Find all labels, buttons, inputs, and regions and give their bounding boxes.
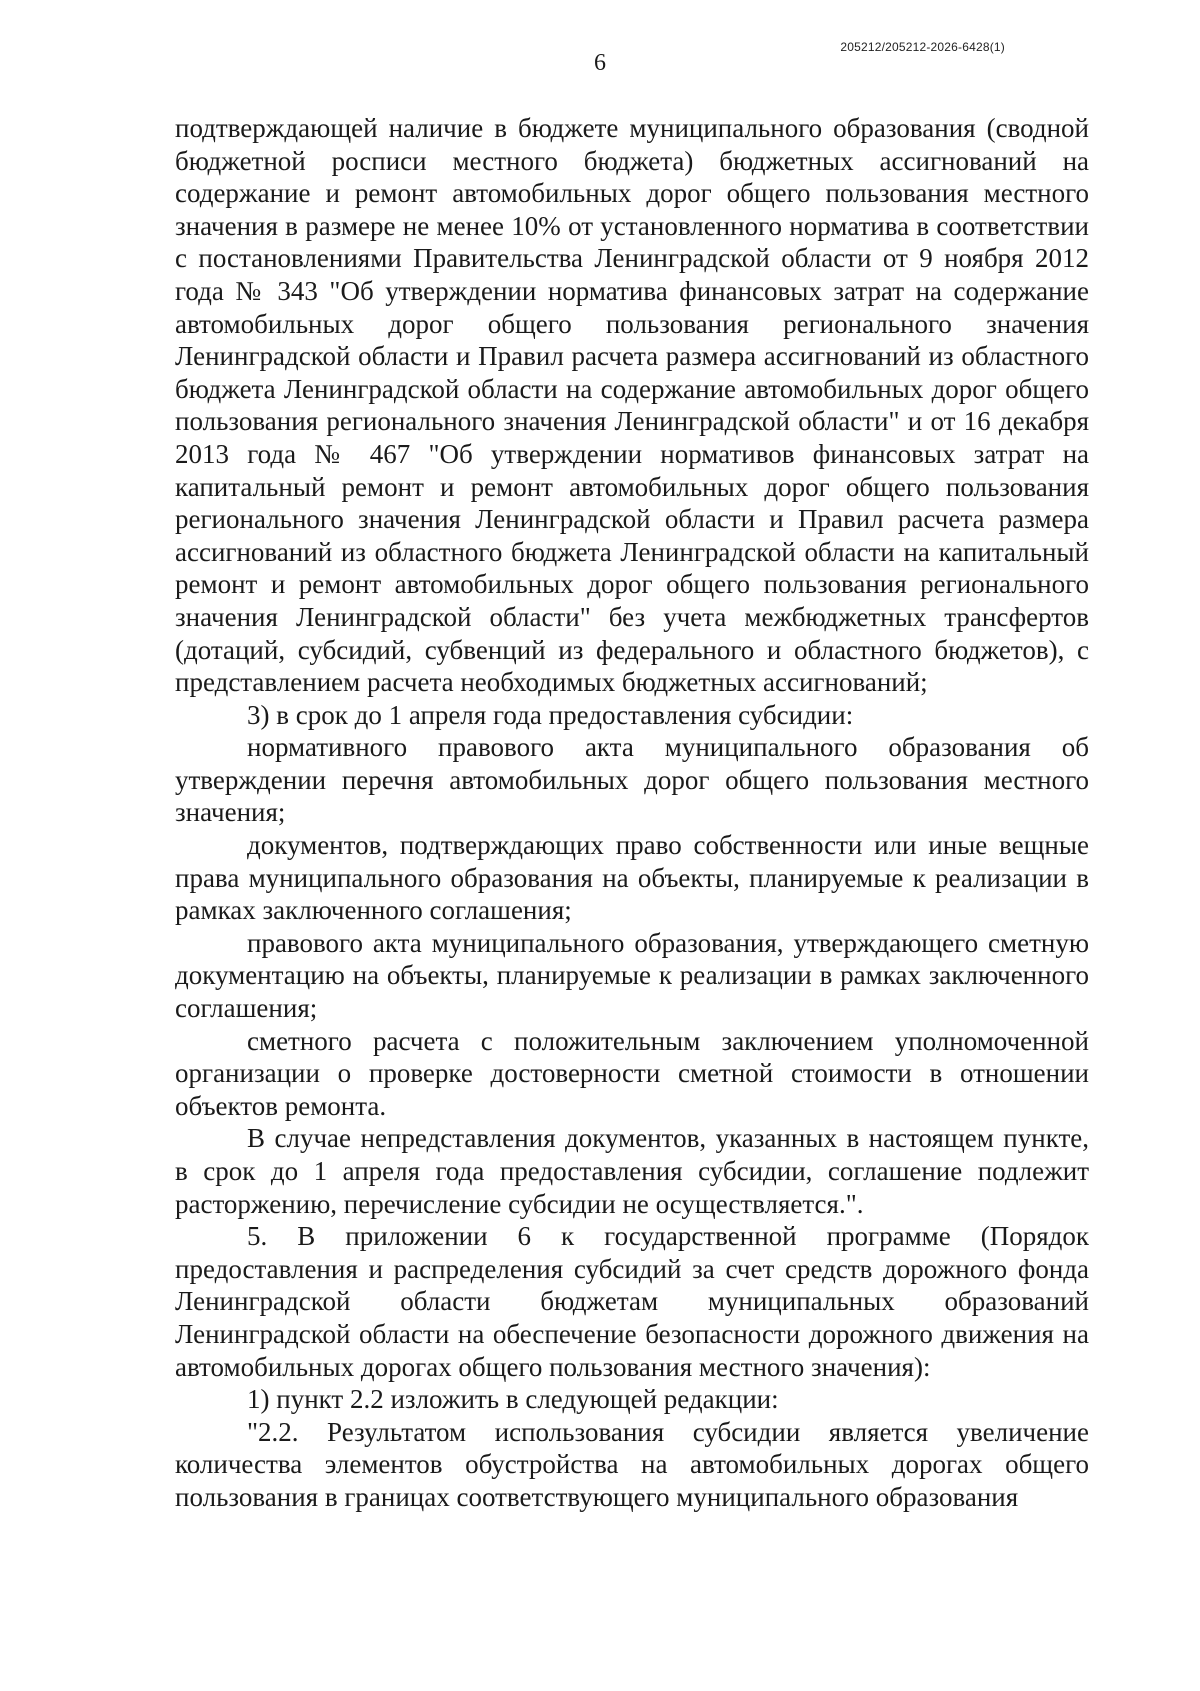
paragraph-non-submission: В случае непредставления документов, указанных в настоящем пункте, в срок до 1 апреля года предоставления субсидии, соглашение подлежит расторжению, перечисление субсидии не осуществляется.". <box>175 1123 1089 1219</box>
paragraph-item-3: 3) в срок до 1 апреля года предоставления субсидии: <box>247 699 854 730</box>
paragraph-ownership-documents: документов, подтверждающих право собственности или иные вещные права муниципального образования на объекты, планируемые к реализации в рамках заключенного соглашения; <box>175 830 1089 926</box>
paragraph-item-2-2: 1) пункт 2.2 изложить в следующей редакции: <box>247 1384 779 1415</box>
paragraph-budget-confirmation: подтверждающей наличие в бюджете муниципального образования (сводной бюджетной росписи местного бюджета) бюджетных ассигнований на содержание и ремонт автомобильных дорог общего пользования местного значения в размере не менее 10% от установленного норматива в соответствии с постановлениями Правительства Ленинградской области от 9 ноября 2012 года № 343 "Об утверждении норматива финансовых затрат на содержание автомобильных дорог общего пользования регионального значения Ленинградской области и Правил расчета размера ассигнований из областного бюджета Ленинградской области на содержание автомобильных дорог общего пользования регионального значения Ленинградской области" и от 16 декабря 2013 года № 467 "Об утверждении нормативов финансовых затрат на капитальный ремонт и ремонт автомобильных дорог общего пользования регионального значения Ленинградской области и Правил расчета размера ассигнований из областного бюджета Ленинградской области на капитальный ремонт и ремонт автомобильных дорог общего пользования регионального значения Ленинградской области" без учета межбюджетных трансфертов (дотаций, субсидий, субвенций из федерального и областного бюджетов), с представлением расчета необходимых бюджетных ассигнований; <box>175 113 1089 698</box>
paragraph-result: "2.2. Результатом использования субсидии является увеличение количества элементов обустройства на автомобильных дорогах общего пользования в границах соответствующего муниципального образования <box>175 1416 1089 1512</box>
paragraph-legal-act: правового акта муниципального образования, утверждающего сметную документацию на объекты, планируемые к реализации в рамках заключенного соглашения; <box>175 927 1089 1024</box>
paragraph-normative-act: нормативного правового акта муниципального образования об утверждении перечня автомобильных дорог общего пользования местного значения; <box>175 732 1089 828</box>
paragraph-estimate: сметного расчета с положительным заключением уполномоченной организации о проверке достоверности сметной стоимости в отношении объектов ремонта. <box>175 1025 1089 1121</box>
document-body <box>175 112 1089 1514</box>
paragraph-appendix-6: 5. В приложении 6 к государственной программе (Порядок предоставления и распределения субсидий за счет средств дорожного фонда Ленинградской области бюджетам муниципальных образований Ленинградской области на обеспечение безопасности дорожного движения на автомобильных дорогах общего пользования местного значения): <box>175 1221 1089 1382</box>
page-number: 6 <box>594 50 606 76</box>
document-number: 205212/205212-2026-6428(1) <box>840 40 1005 54</box>
